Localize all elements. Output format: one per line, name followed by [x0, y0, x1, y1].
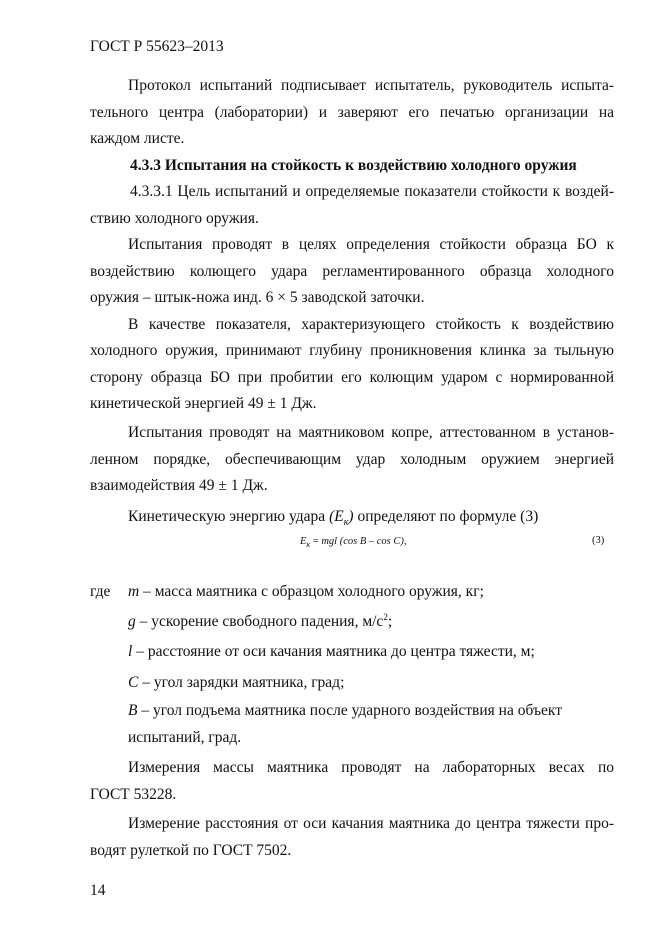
paragraph-line: водят рулеткой по ГОСТ 7502. — [90, 841, 292, 859]
paragraph-line: воздействию колющего удара регламентированного образца холодного — [90, 262, 614, 280]
page-number: 14 — [90, 882, 106, 899]
paragraph-line: оружия – штык-ножа инд. 6 × 5 заводской заточки. — [90, 289, 425, 306]
paragraph-line: 4.3.3.1 Цель испытаний и определяемые показатели стойкости к воздей- — [130, 183, 614, 200]
paragraph-line: ствию холодного оружия. — [90, 209, 259, 227]
definition-c: C – угол зарядки маятника, град; — [128, 674, 345, 691]
paragraph-line: сторону образца БО при пробитии его колющим ударом с нормированной — [90, 368, 614, 386]
paragraph-line: ленном порядке, обеспечивающим удар холодным оружием энергией — [90, 450, 614, 468]
section-heading: 4.3.3 Испытания на стойкость к воздействию холодного оружия — [130, 156, 577, 174]
where-label: где — [90, 583, 111, 600]
intro-text: Кинетическую энергию удара — [128, 508, 330, 525]
definition-m: m – масса маятника с образцом холодного оружия, кг; — [128, 583, 484, 600]
paragraph-line: взаимодействия 49 ± 1 Дж. — [90, 477, 268, 494]
intro-text-end: определяют по формуле (3) — [353, 508, 539, 525]
paragraph-line: каждом листе. — [90, 130, 185, 147]
energy-formula: $E_к$ = mgl (cos B – cos C), — [300, 536, 407, 550]
definition-g: g – ускорение свободного падения, $м/с^2$; — [128, 611, 393, 630]
formula-number: (3) — [592, 535, 605, 546]
formula-intro — [90, 504, 614, 537]
paragraph-line: В качестве показателя, характеризующего стойкость к воздействию — [128, 315, 614, 333]
paragraph-line: тельного центра (лаборатории) и заверяют его печатью организации на — [90, 103, 614, 121]
paragraph-line: Испытания проводят на маятниковом копре, аттестованном в установ- — [128, 424, 614, 441]
document-header: ГОСТ Р 55623–2013 — [90, 38, 224, 55]
paragraph-line: холодного оружия, принимают глубину проникновения клинка за тыльную — [90, 342, 614, 359]
paragraph-line: ГОСТ 53228. — [90, 785, 177, 803]
energy-symbol: $(E_к)$ — [329, 508, 354, 529]
paragraph-line: кинетической энергией 49 ± 1 Дж. — [90, 395, 317, 412]
paragraph-line: Измерение расстояния от оси качания маятника до центра тяжести про- — [128, 815, 614, 832]
definition-l: l – расстояние от оси качания маятника до центра тяжести, м; — [128, 643, 535, 660]
definition-b-cont: испытаний, град. — [128, 729, 242, 746]
definition-b: B – угол подъема маятника после ударного воздействия на объект — [128, 702, 562, 719]
paragraph-line: Испытания проводят в целях определения стойкости образца БО к — [128, 236, 614, 253]
paragraph-line: Измерения массы маятника проводят на лабораторных весах по — [128, 759, 614, 776]
paragraph-line: Протокол испытаний подписывает испытатель, руководитель испыта- — [128, 77, 614, 94]
